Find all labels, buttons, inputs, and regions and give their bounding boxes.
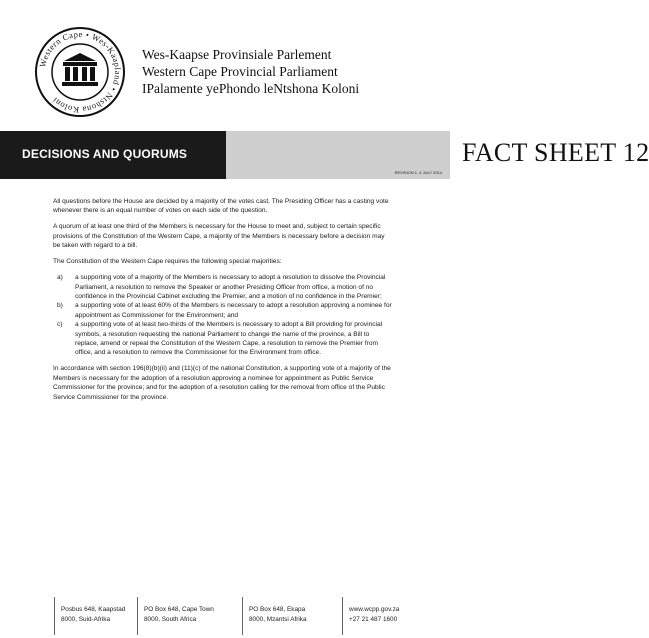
footer-line: 8000, Suid-Afrika <box>61 616 111 623</box>
list-item <box>53 273 393 301</box>
footer-website-link[interactable]: www.wcpp.gov.za <box>349 606 400 613</box>
paragraph-quorum: A quorum of at least one third of the Members is necessary for the House to meet and, subject to certain specific provisions of the Constitution of the Western Cape, a majority of the Members is necessary before a decision may be taken with regard to a bill. <box>53 223 385 250</box>
paragraph-special-majorities-intro: The Constitution of the Western Cape requires the following special majorities: <box>53 258 282 266</box>
footer-address-afrikaans <box>54 597 136 635</box>
document-title: DECISIONS AND QUORUMS <box>22 147 188 161</box>
revision-note: REVISION 1, 4 JULY 2014 <box>394 170 442 175</box>
parliament-name-xhosa: IPalamente yePhondo leNtshona Koloni <box>142 81 360 96</box>
footer <box>0 597 450 638</box>
paragraph-majority: All questions before the House are decided by a majority of the votes cast. The Presiding Officer has a casting vote whenever there is an equal number of votes on each side of the question. <box>53 198 389 215</box>
list-item-label: c) <box>57 321 63 329</box>
footer-phone: +27 21 487 1600 <box>349 616 398 623</box>
footer-line: PO Box 648, Ekapa <box>249 606 306 613</box>
footer-line: PO Box 648, Cape Town <box>144 606 214 613</box>
document-body <box>53 197 393 409</box>
banner-dark-panel <box>0 131 226 179</box>
svg-text:Western Cape • Wes-Kaapland • <box>37 29 123 115</box>
parliament-name-afrikaans: Wes-Kaapse Provinsiale Parlement <box>142 47 332 62</box>
logo-ring-text: Western Cape • Wes-Kaapland • Ntshona Koloni <box>37 28 124 116</box>
parliament-names <box>142 46 359 97</box>
fact-sheet-number: FACT SHEET 12 <box>462 138 649 167</box>
footer-contact <box>342 597 422 635</box>
footer-line: 8000, South Africa <box>144 616 197 623</box>
footer-address-english <box>137 597 227 635</box>
banner-grey-panel <box>226 131 649 179</box>
building-icon <box>62 53 98 86</box>
list-item <box>53 301 393 320</box>
parliament-logo <box>34 26 126 118</box>
list-item-text: a supporting vote of a majority of the Members is necessary to adopt a resolution to dissolve the Provincial Parliament, a resolution to remove the Speaker or another Presiding Officer from office, a motion of no confidence in the Provincial Cabinet excluding the Premier, and a motion of no confidence in the Premier; <box>75 274 386 301</box>
list-item <box>53 320 393 358</box>
footer-line: 8000, Mzantsi Afrika <box>249 616 307 623</box>
list-item-label: a) <box>57 274 63 282</box>
special-majorities-list <box>53 273 393 358</box>
list-item-text: a supporting vote of at least 60% of the Members is necessary to adopt a resolution approving a nominee for appointment as Commissioner for the Environment; and <box>75 302 392 319</box>
footer-address-xhosa <box>242 597 332 635</box>
title-banner <box>0 131 649 179</box>
paragraph-public-service-commissioner: In accordance with section 196(8)(b)(ii) and (11)(c) of the national Constitution, a supporting vote of a majority of the Members is necessary for the adoption of a resolution approving a nominee for appointment as Public Service Commissioner for the province; and for the adoption of a resolution calling for the removal from office of the Public Service Commissioner for the province. <box>53 365 391 401</box>
parliament-name-english: Western Cape Provincial Parliament <box>142 64 338 79</box>
footer-line: Posbus 648, Kaapstad <box>61 606 126 613</box>
list-item-label: b) <box>57 302 63 310</box>
list-item-text: a supporting vote of at least two-thirds of the Members is necessary to adopt a Bill providing for provincial symbols, a resolution requesting the national Parliament to change the name of the province, a Bill to replace, amend or repeal the Constitution of the Western Cape, a resolution to remove the Premier from office, and a resolution to remove the Commissioner for the Environment from office. <box>75 321 383 357</box>
